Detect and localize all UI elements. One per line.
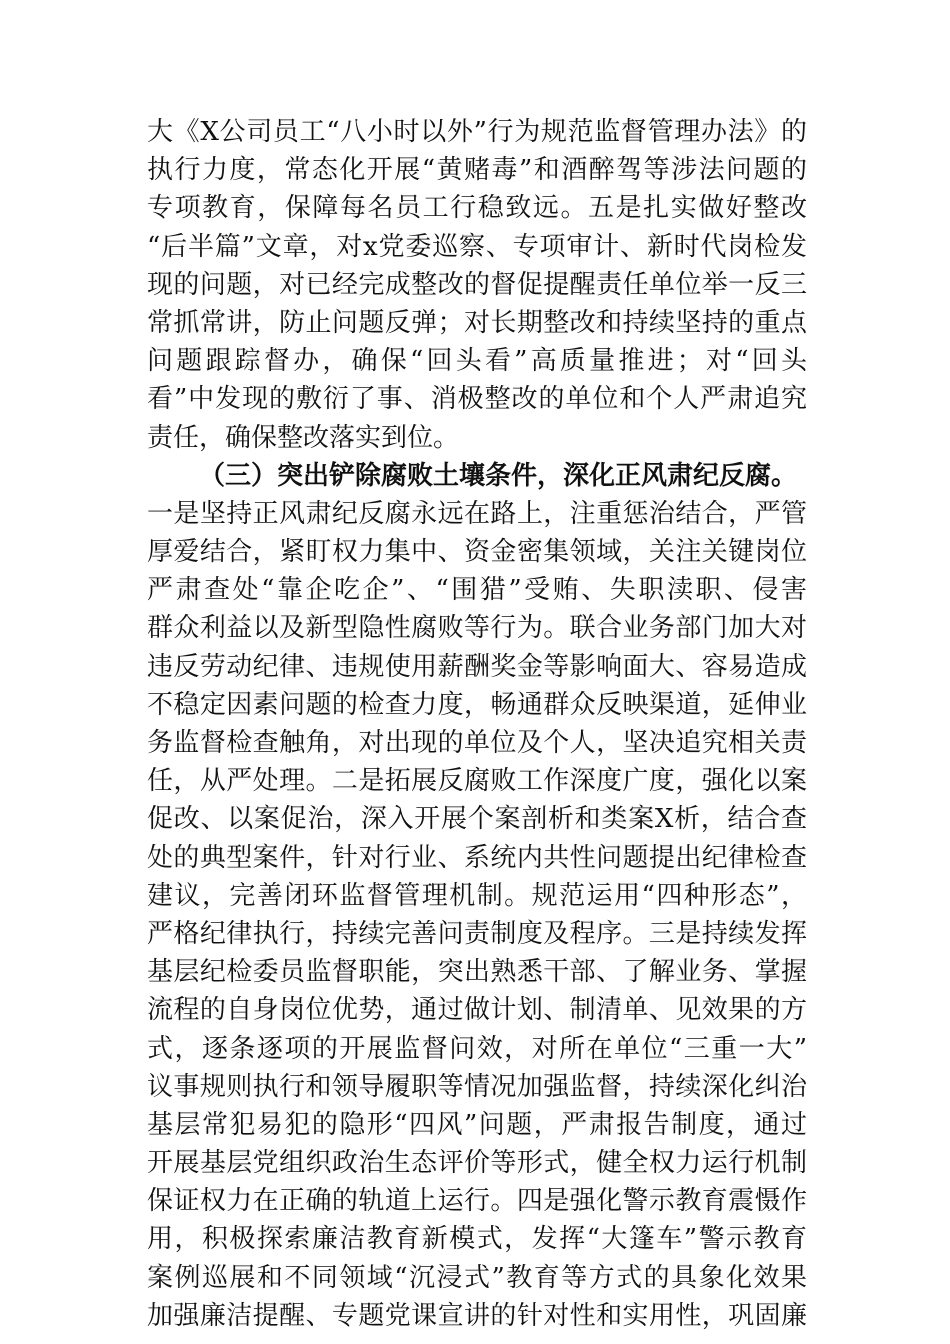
text-line: 用，积极探索廉洁教育新模式，发挥“大篷车”警示教育 — [147, 1224, 807, 1255]
text-line: 基层纪检委员监督职能，突出熟悉干部、了解业务、掌握 — [147, 957, 807, 988]
text-line: 任，从严处理。二是拓展反腐败工作深度广度，强化以案 — [147, 766, 807, 797]
text-line: 处的典型案件，针对行业、系统内共性问题提出纪律检查 — [147, 842, 807, 873]
text-line: 式，逐条逐项的开展监督问效，对所在单位“三重一大” — [147, 1033, 807, 1064]
text-line: 案例巡展和不同领域“沉浸式”教育等方式的具象化效果 — [147, 1262, 807, 1293]
text-line: 流程的自身岗位优势，通过做计划、制清单、见效果的方 — [147, 995, 807, 1026]
text-line: 看”中发现的敷衍了事、消极整改的单位和个人严肃追究 — [147, 384, 807, 415]
section-heading: （三）突出铲除腐败土壤条件，深化正风肃纪反腐。 — [199, 460, 798, 491]
text-line: 基层常犯易犯的隐形“四风”问题，严肃报告制度，通过 — [147, 1109, 807, 1140]
body-text — [147, 113, 807, 1335]
text-line: 一是坚持正风肃纪反腐永远在路上，注重惩治结合，严管 — [147, 498, 807, 529]
text-line: 常抓常讲，防止问题反弹；对长期整改和持续坚持的重点 — [147, 307, 807, 338]
text-line: 现的问题，对已经完成整改的督促提醒责任单位举一反三 — [147, 269, 807, 300]
text-line: 议事规则执行和领导履职等情况加强监督，持续深化纠治 — [147, 1071, 807, 1102]
text-line: 严肃查处“靠企吃企”、“围猎”受贿、失职渎职、侵害 — [147, 575, 807, 606]
text-line: 违反劳动纪律、违规使用薪酬奖金等影响面大、容易造成 — [147, 651, 807, 682]
text-line: 专项教育，保障每名员工行稳致远。五是扎实做好整改 — [147, 193, 807, 224]
text-line: 大《X公司员工“八小时以外”行为规范监督管理办法》的 — [147, 117, 807, 147]
text-line: 务监督检查触角，对出现的单位及个人，坚决追究相关责 — [147, 728, 807, 758]
text-line: “后半篇”文章，对x党委巡察、专项审计、新时代岗检发 — [147, 231, 807, 262]
text-line: 问题跟踪督办，确保“回头看”高质量推进；对“回头 — [147, 346, 807, 377]
text-line: 群众利益以及新型隐性腐败等行为。联合业务部门加大对 — [147, 613, 807, 644]
text-line: 建议，完善闭环监督管理机制。规范运用“四种形态”， — [147, 880, 807, 911]
text-line: 责任，确保整改落实到位。 — [147, 422, 460, 453]
text-line: 厚爱结合，紧盯权力集中、资金密集领域，关注关键岗位 — [147, 537, 807, 568]
text-line: 促改、以案促治，深入开展个案剖析和类案X析，结合查 — [147, 804, 807, 835]
text-line: 严格纪律执行，持续完善问责制度及程序。三是持续发挥 — [147, 918, 807, 949]
text-line: 执行力度，常态化开展“黄赌毒”和酒醉驾等涉法问题的 — [147, 155, 807, 186]
text-line: 保证权力在正确的轨道上运行。四是强化警示教育震慑作 — [147, 1186, 807, 1217]
text-line: 开展基层党组织政治生态评价等形式，健全权力运行机制 — [147, 1148, 807, 1179]
text-line: 不稳定因素问题的检查力度，畅通群众反映渠道，延伸业 — [147, 689, 807, 720]
text-line: 加强廉洁提醒、专题党课宣讲的针对性和实用性，巩固廉 — [147, 1300, 807, 1331]
